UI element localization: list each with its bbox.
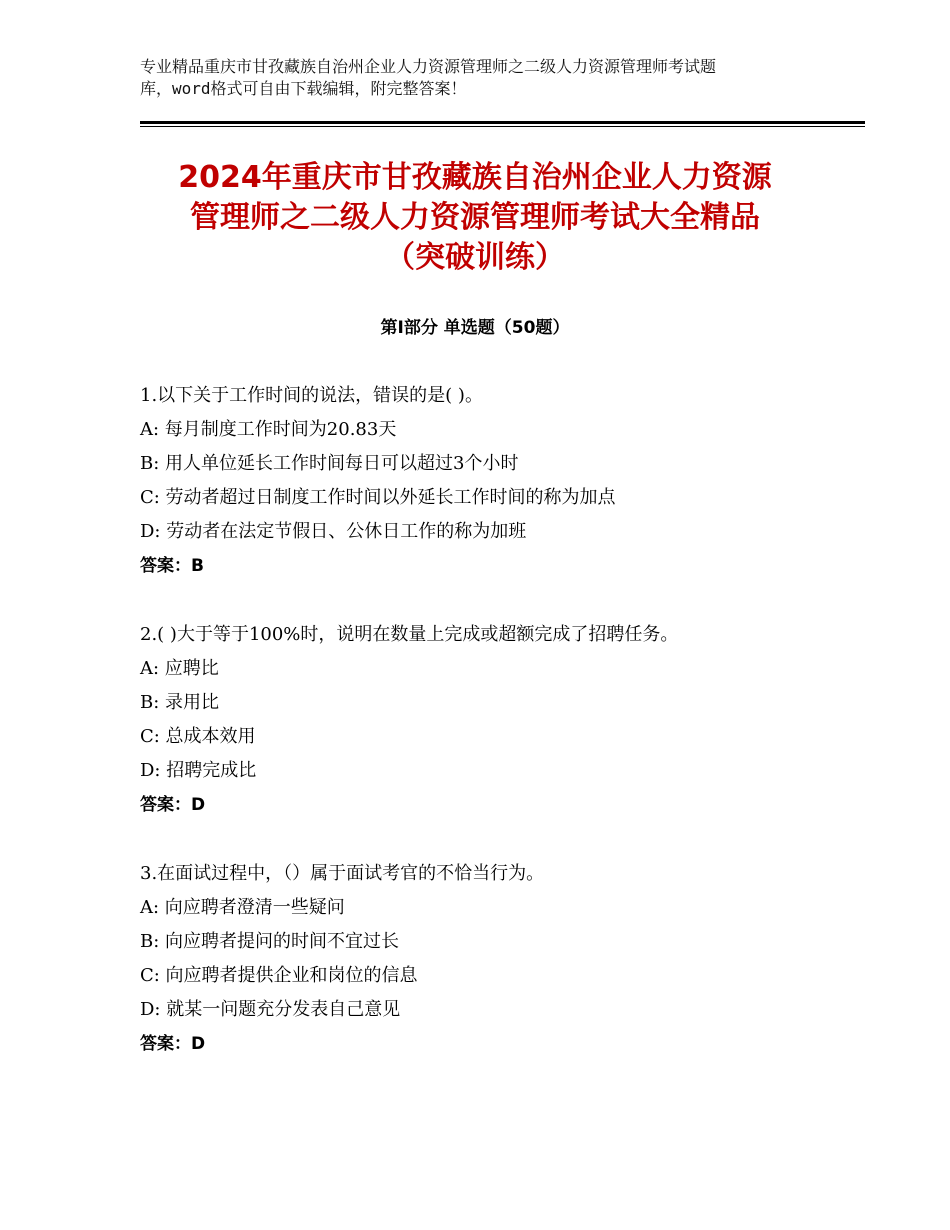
question-stem: 3.在面试过程中，（）属于面试考官的不恰当行为。: [140, 863, 545, 884]
document-title-line-3: （突破训练）: [385, 240, 565, 275]
answer-label: 答案：B: [140, 556, 204, 576]
option-c: C: 向应聘者提供企业和岗位的信息: [140, 965, 418, 986]
option-a: A: 每月制度工作时间为20.83天: [140, 419, 397, 440]
question-2: [140, 618, 860, 822]
option-a: A: 应聘比: [140, 658, 219, 679]
option-d: D: 劳动者在法定节假日、公休日工作的称为加班: [140, 521, 527, 542]
header-note: [140, 56, 830, 100]
option-b: B: 向应聘者提问的时间不宜过长: [140, 931, 400, 952]
header-note-line-1: 专业精品重庆市甘孜藏族自治州企业人力资源管理师之二级人力资源管理师考试题: [140, 57, 717, 76]
option-c: C: 劳动者超过日制度工作时间以外延长工作时间的称为加点: [140, 487, 616, 508]
option-b: B: 用人单位延长工作时间每日可以超过3个小时: [140, 453, 519, 474]
answer-label: 答案：D: [140, 1034, 206, 1054]
header-divider-thick: [140, 121, 865, 124]
answer-label: 答案：D: [140, 795, 206, 815]
section-heading: 第Ⅰ部分 单选题（50题）: [380, 318, 570, 338]
option-d: D: 就某一问题充分发表自己意见: [140, 999, 401, 1020]
option-a: A: 向应聘者澄清一些疑问: [140, 897, 345, 918]
question-1: [140, 379, 860, 583]
option-c: C: 总成本效用: [140, 726, 256, 747]
header-divider-thin: [140, 126, 865, 127]
question-3: [140, 857, 860, 1061]
option-b: B: 录用比: [140, 692, 220, 713]
header-note-line-2: 库，word格式可自由下载编辑，附完整答案！: [140, 79, 467, 98]
question-stem: 1.以下关于工作时间的说法，错误的是( )。: [140, 385, 483, 406]
document-title-line-2: 管理师之二级人力资源管理师考试大全精品: [190, 200, 760, 235]
document-title-line-1: 2024年重庆市甘孜藏族自治州企业人力资源: [178, 160, 772, 195]
option-d: D: 招聘完成比: [140, 760, 257, 781]
document-title: [100, 158, 850, 278]
question-stem: 2.( )大于等于100%时，说明在数量上完成或超额完成了招聘任务。: [140, 624, 679, 645]
